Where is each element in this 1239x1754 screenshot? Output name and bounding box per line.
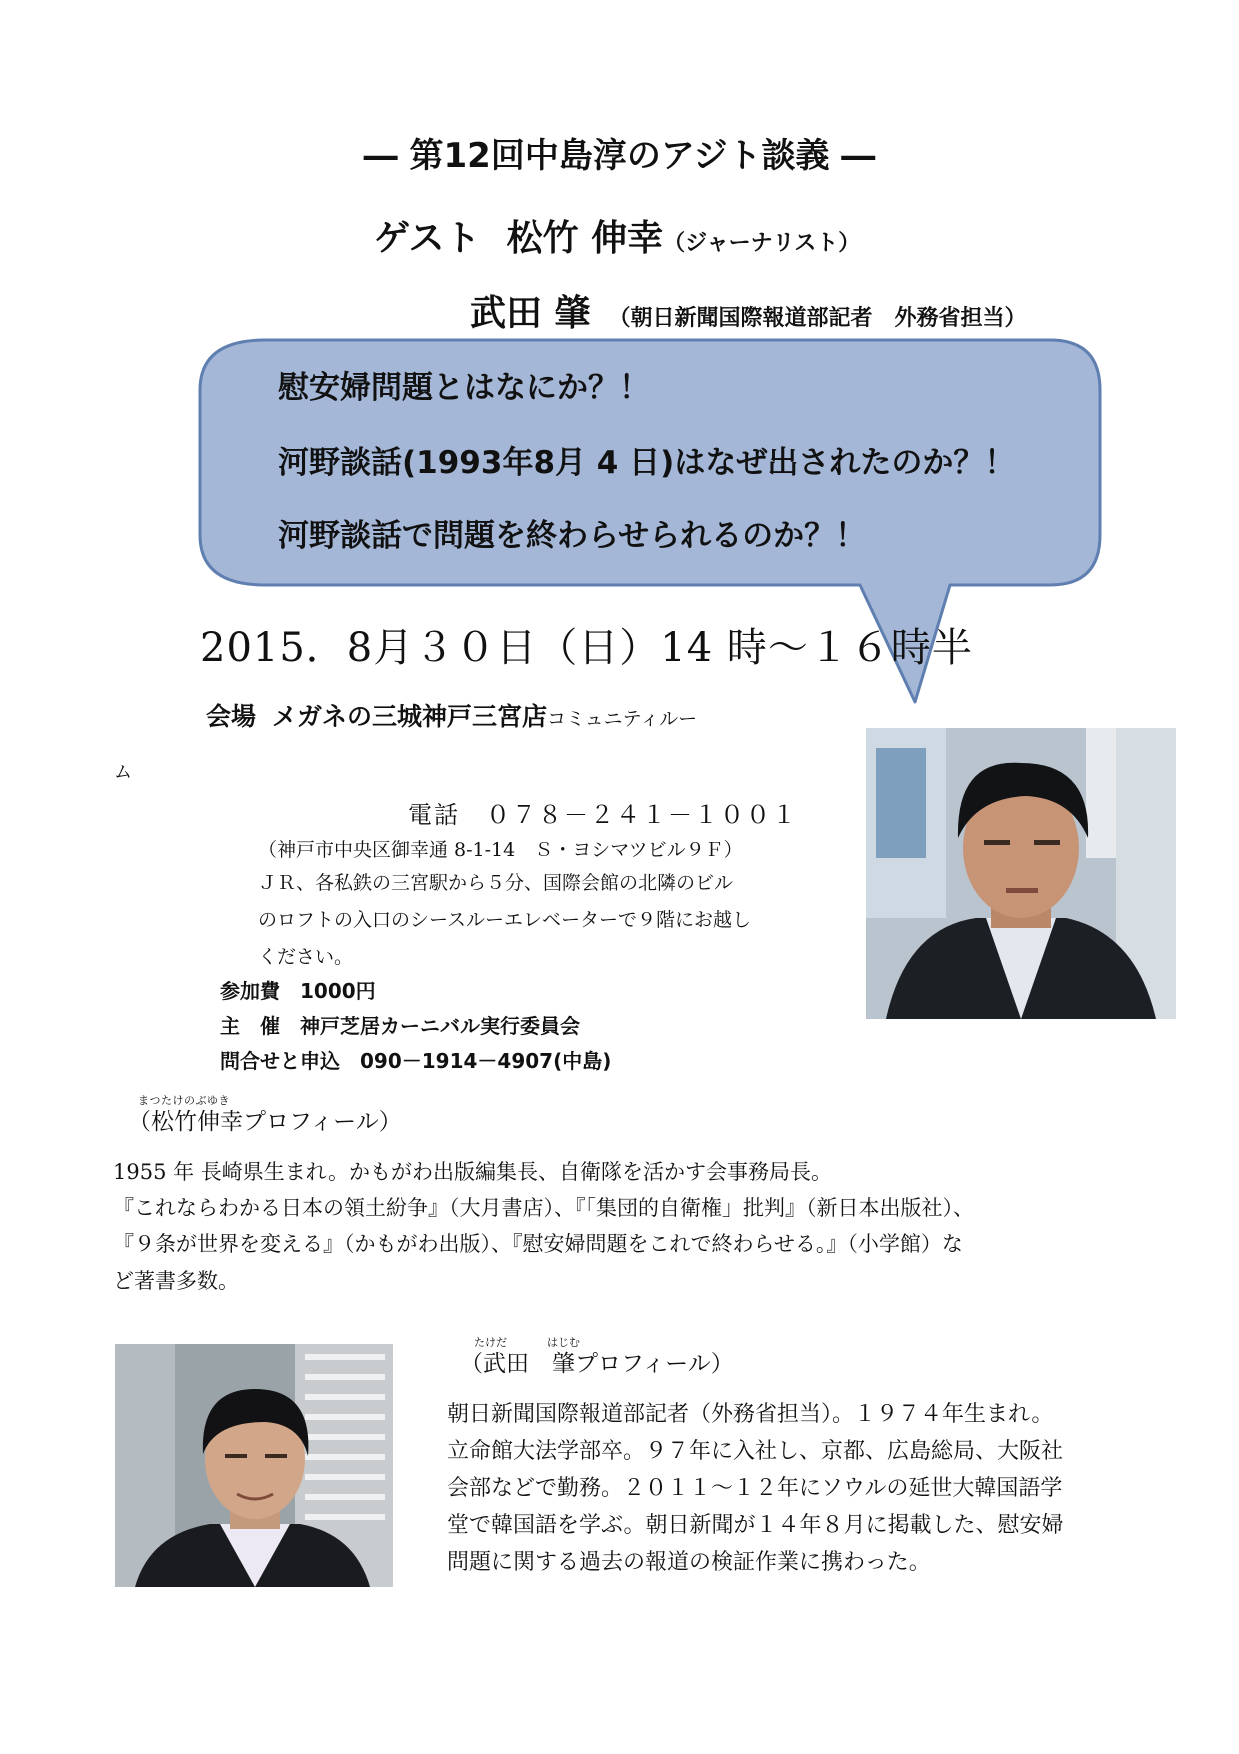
profile1-ruby: まつたけのぶゆき: [138, 1094, 230, 1107]
profile2-line-2: 立命館大法学部卒。９７年に入社し、京都、広島総局、大阪社: [447, 1439, 1064, 1464]
event-date: 2015．8月３０日（日）14 時～１６時半: [200, 625, 973, 671]
profile1-line-4: ど著書多数。: [113, 1269, 239, 1293]
profile2-line-3: 会部などで勤務。２０１１～１２年にソウルの延世大韓国語学: [447, 1476, 1063, 1501]
guest2-name: 武田 肇: [470, 293, 591, 334]
speech-bubble: [0, 0, 1239, 720]
venue-directions-3: ください。: [258, 946, 354, 968]
venue-address: （神戸市中央区御幸通 8-1-14 Ｓ・ヨシマツビル９Ｆ）: [258, 839, 743, 861]
venue-line: [206, 697, 697, 733]
venue-room: コミュニティルー: [547, 708, 698, 730]
profile2-ruby-given: はじむ: [547, 1336, 580, 1349]
profile2-line-5: 問題に関する過去の報道の検証作業に携わった。: [447, 1550, 931, 1575]
profile2-line-4: 堂で韓国語を学ぶ。朝日新聞が１４年８月に掲載した、慰安婦: [447, 1513, 1064, 1538]
profile2-ruby-surname: たけだ: [474, 1336, 507, 1349]
venue-label: 会場: [206, 702, 257, 731]
venue-directions-1: ＪＲ、各私鉄の三宮駅から５分、国際会館の北隣のビル: [258, 872, 734, 894]
profile2-heading: （武田 肇プロフィール）: [460, 1351, 734, 1377]
venue-name: メガネの三城神戸三宮店: [272, 702, 548, 731]
profile1-heading: （松竹伸幸プロフィール）: [128, 1109, 402, 1135]
profile2-line-1: 朝日新聞国際報道部記者（外務省担当）。１９７４年生まれ。: [447, 1402, 1054, 1427]
event-title: ― 第12回中島淳のアジト談義 ―: [363, 136, 876, 176]
venue-phone: 電話 ０７８－２４１－１００１: [408, 801, 798, 829]
matsutake-photo: [866, 728, 1176, 1019]
guest-label: ゲスト: [374, 218, 481, 259]
profile1-line-2: 『これならわかる日本の領土紛争』（大月書店）、『「集団的自衛権」批判』（新日本出版社）、: [113, 1196, 974, 1220]
takeda-photo: [115, 1344, 393, 1587]
guest1-role: （ジャーナリスト）: [663, 231, 861, 256]
venue-room-tail: ム: [114, 762, 132, 783]
guest1-name: 松竹 伸幸: [506, 218, 664, 259]
participation-fee: 参加費 1000円: [220, 979, 376, 1003]
profile1-line-1: 1955 年 長崎県生まれ。かもがわ出版編集長、自衛隊を活かす会事務局長。: [113, 1160, 833, 1184]
guest2-role: （朝日新聞国際報道部記者 外務省担当）: [608, 306, 1027, 331]
question-2: 河野談話(1993年8月 4 日)はなぜ出されたのか？！: [278, 445, 1016, 481]
question-1: 慰安婦問題とはなにか？！: [278, 370, 650, 406]
question-3: 河野談話で問題を終わらせられるのか？！: [278, 518, 867, 554]
venue-directions-2: のロフトの入口のシースルーエレベーターで９階にお越し: [258, 909, 752, 931]
contact-info: 問合せと申込 090－1914－4907(中島): [220, 1049, 612, 1073]
organizer: 主 催 神戸芝居カーニバル実行委員会: [220, 1014, 580, 1038]
profile1-line-3: 『９条が世界を変える』（かもがわ出版）、『慰安婦問題をこれで終わらせる。』（小学館）な: [113, 1232, 963, 1256]
